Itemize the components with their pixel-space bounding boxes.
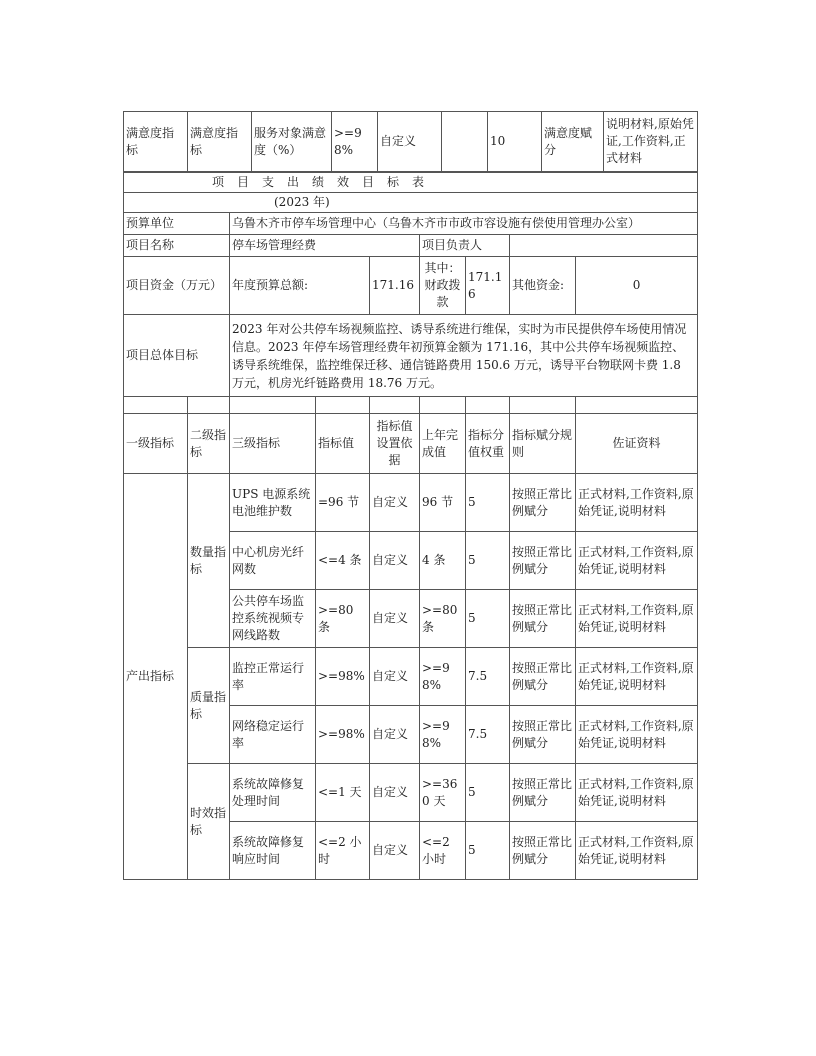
satisfaction-last-year bbox=[442, 112, 488, 172]
indicator-last-year: >=98% bbox=[420, 648, 466, 706]
indicator-basis: 自定义 bbox=[370, 764, 420, 822]
indicator-weight: 5 bbox=[466, 764, 510, 822]
project-name-label: 项目名称 bbox=[124, 235, 230, 257]
indicator-target: =96 节 bbox=[316, 474, 370, 532]
indicator-basis: 自定义 bbox=[370, 706, 420, 764]
indicator-name: 监控正常运行率 bbox=[230, 648, 316, 706]
indicator-rule: 按照正常比例赋分 bbox=[510, 474, 576, 532]
project-owner-value bbox=[510, 235, 698, 257]
indicator-rule: 按照正常比例赋分 bbox=[510, 532, 576, 590]
indicator-row bbox=[124, 474, 698, 532]
other-funds-label: 其他资金: bbox=[510, 257, 576, 315]
indicator-weight: 5 bbox=[466, 532, 510, 590]
satisfaction-rule: 满意度赋分 bbox=[542, 112, 604, 172]
project-owner-label: 项目负责人 bbox=[420, 235, 510, 257]
indicator-rule: 按照正常比例赋分 bbox=[510, 590, 576, 648]
budget-unit-value: 乌鲁木齐市停车场管理中心（乌鲁木齐市市政市容设施有偿使用管理办公室） bbox=[230, 213, 698, 235]
annual-budget-value: 171.16 bbox=[370, 257, 420, 315]
indicator-row bbox=[124, 764, 698, 822]
indicator-evidence: 正式材料,工作资料,原始凭证,说明材料 bbox=[576, 474, 698, 532]
header-level2: 二级指标 bbox=[188, 414, 230, 474]
indicator-evidence: 正式材料,工作资料,原始凭证,说明材料 bbox=[576, 532, 698, 590]
indicator-last-year: <=2 小时 bbox=[420, 822, 466, 880]
satisfaction-level2: 满意度指标 bbox=[188, 112, 252, 172]
indicator-last-year: 96 节 bbox=[420, 474, 466, 532]
level2-cell: 质量指标 bbox=[188, 648, 230, 764]
satisfaction-table bbox=[123, 111, 698, 172]
funds-label: 项目资金（万元） bbox=[124, 257, 230, 315]
performance-table bbox=[123, 172, 698, 880]
header-level1: 一级指标 bbox=[124, 414, 188, 474]
indicator-basis: 自定义 bbox=[370, 648, 420, 706]
indicator-rule: 按照正常比例赋分 bbox=[510, 764, 576, 822]
indicator-basis: 自定义 bbox=[370, 822, 420, 880]
indicator-basis: 自定义 bbox=[370, 532, 420, 590]
header-target: 指标值 bbox=[316, 414, 370, 474]
indicator-evidence: 正式材料,工作资料,原始凭证,说明材料 bbox=[576, 706, 698, 764]
indicator-name: 系统故障修复响应时间 bbox=[230, 822, 316, 880]
satisfaction-level1: 满意度指标 bbox=[124, 112, 188, 172]
indicator-target: >=98% bbox=[316, 706, 370, 764]
goal-text: 2023 年对公共停车场视频监控、诱导系统进行维保，实时为市民提供停车场使用情况信息。2023 年停车场管理经费年初预算金额为 171.16，其中公共停车场视频监控、诱导系统维保，监控维保迁移、通信链路费用 150.6 万元，诱导平台物联网卡费 1.8 万元，机房光纤链路费用 18.76 万元。 bbox=[230, 315, 698, 397]
indicator-weight: 7.5 bbox=[466, 648, 510, 706]
satisfaction-target: >=98% bbox=[332, 112, 378, 172]
indicator-target: >=80 条 bbox=[316, 590, 370, 648]
level2-cell: 时效指标 bbox=[188, 764, 230, 880]
indicator-weight: 5 bbox=[466, 474, 510, 532]
level2-cell: 数量指标 bbox=[188, 474, 230, 648]
budget-unit-label: 预算单位 bbox=[124, 213, 230, 235]
indicator-basis: 自定义 bbox=[370, 474, 420, 532]
indicator-weight: 5 bbox=[466, 590, 510, 648]
indicator-rule: 按照正常比例赋分 bbox=[510, 706, 576, 764]
header-weight: 指标分值权重 bbox=[466, 414, 510, 474]
indicator-rule: 按照正常比例赋分 bbox=[510, 648, 576, 706]
goal-label: 项目总体目标 bbox=[124, 315, 230, 397]
indicator-evidence: 正式材料,工作资料,原始凭证,说明材料 bbox=[576, 764, 698, 822]
indicator-last-year: 4 条 bbox=[420, 532, 466, 590]
satisfaction-evidence: 说明材料,原始凭证,工作资料,正式材料 bbox=[604, 112, 698, 172]
header-level3: 三级指标 bbox=[230, 414, 316, 474]
project-name-value: 停车场管理经费 bbox=[230, 235, 420, 257]
indicator-evidence: 正式材料,工作资料,原始凭证,说明材料 bbox=[576, 822, 698, 880]
indicator-evidence: 正式材料,工作资料,原始凭证,说明材料 bbox=[576, 648, 698, 706]
indicator-weight: 7.5 bbox=[466, 706, 510, 764]
indicator-name: 系统故障修复处理时间 bbox=[230, 764, 316, 822]
header-evidence: 佐证资料 bbox=[576, 414, 698, 474]
satisfaction-level3: 服务对象满意度（%） bbox=[252, 112, 332, 172]
satisfaction-weight: 10 bbox=[488, 112, 542, 172]
indicator-basis: 自定义 bbox=[370, 590, 420, 648]
satisfaction-basis: 自定义 bbox=[378, 112, 442, 172]
indicator-rule: 按照正常比例赋分 bbox=[510, 822, 576, 880]
indicator-weight: 5 bbox=[466, 822, 510, 880]
level1-cell: 产出指标 bbox=[124, 474, 188, 880]
indicator-name: 网络稳定运行率 bbox=[230, 706, 316, 764]
satisfaction-row bbox=[124, 112, 698, 172]
indicator-target: >=98% bbox=[316, 648, 370, 706]
fiscal-label: 其中：财政拨款 bbox=[420, 257, 466, 315]
header-last-year: 上年完成值 bbox=[420, 414, 466, 474]
fiscal-value: 171.16 bbox=[466, 257, 510, 315]
annual-budget-label: 年度预算总额: bbox=[230, 257, 370, 315]
indicator-evidence: 正式材料,工作资料,原始凭证,说明材料 bbox=[576, 590, 698, 648]
indicator-row bbox=[124, 648, 698, 706]
header-basis: 指标值设置依据 bbox=[370, 414, 420, 474]
header-row bbox=[124, 414, 698, 474]
table-title: 项目支出绩效目标表 bbox=[124, 173, 698, 193]
table-year: (2023 年) bbox=[124, 193, 698, 213]
indicator-name: 中心机房光纤网数 bbox=[230, 532, 316, 590]
header-rule: 指标赋分规则 bbox=[510, 414, 576, 474]
indicator-name: 公共停车场监控系统视频专网线路数 bbox=[230, 590, 316, 648]
other-funds-value: 0 bbox=[576, 257, 698, 315]
indicator-last-year: >=80 条 bbox=[420, 590, 466, 648]
indicator-name: UPS 电源系统电池维护数 bbox=[230, 474, 316, 532]
indicator-target: <=2 小时 bbox=[316, 822, 370, 880]
indicator-target: <=1 天 bbox=[316, 764, 370, 822]
indicator-last-year: >=98% bbox=[420, 706, 466, 764]
indicator-last-year: >=360 天 bbox=[420, 764, 466, 822]
indicator-target: <=4 条 bbox=[316, 532, 370, 590]
